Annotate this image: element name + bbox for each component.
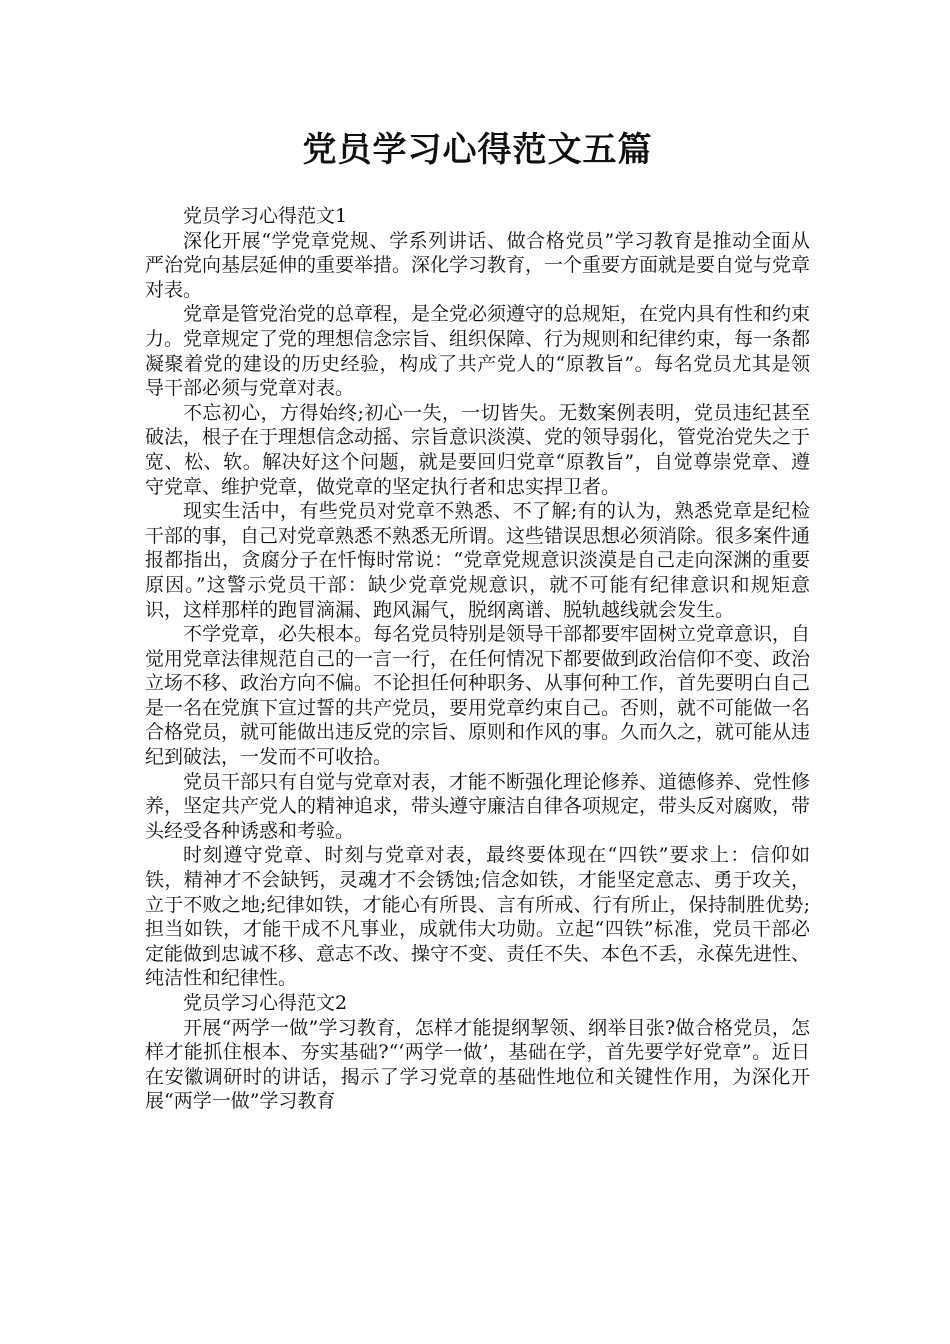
- document-body: [145, 204, 810, 1114]
- paragraph: 时刻遵守党章、时刻与党章对表，最终要体现在“四铁”要求上：信仰如铁，精神才不会缺钙，灵魂才不会锈蚀;信念如铁，才能坚定意志、勇于攻关，立于不败之地;纪律如铁，才能心有所畏、言有所戒、行有所止，保持制胜优势;担当如铁，才能干成不凡事业，成就伟大功勋。立起“四铁”标准，党员干部必定能做到忠诚不移、意志不改、操守不变、责任不失、本色不丢，永葆先进性、纯洁性和纪律性。: [145, 844, 811, 990]
- section-heading-1: 党员学习心得范文1: [183, 205, 348, 227]
- document-title: 党员学习心得范文五篇: [302, 130, 653, 170]
- paragraph: 深化开展“学党章党规、学系列讲话、做合格党员”学习教育是推动全面从严治党向基层延伸的重要举措。深化学习教育，一个重要方面就是要自觉与党章对表。: [145, 229, 811, 301]
- document-page: [145, 120, 810, 1114]
- paragraph: 不学党章，必失根本。每名党员特别是领导干部都要牢固树立党章意识，自觉用党章法律规范自己的一言一行，在任何情况下都要做到政治信仰不变、政治立场不移、政治方向不偏。不论担任何种职务、从事何种工作，首先要明白自己是一名在党旗下宣过誓的共产党员，要用党章约束自己。否则，就不可能做一名合格党员，就可能做出违反党的宗旨、原则和作风的事。久而久之，就可能从违纪到破法，一发而不可收拾。: [145, 623, 811, 769]
- paragraph: 不忘初心，方得始终;初心一失，一切皆失。无数案例表明，党员违纪甚至破法，根子在于理想信念动摇、宗旨意识淡漠、党的领导弱化，管党治党失之于宽、松、软。解决好这个问题，就是要回归党章“原教旨”，自觉尊崇党章、遵守党章、维护党章，做党章的坚定执行者和忠实捍卫者。: [145, 401, 811, 498]
- paragraph: 党员干部只有自觉与党章对表，才能不断强化理论修养、道德修养、党性修养，坚定共产党人的精神追求，带头遵守廉洁自律各项规定，带头反对腐败，带头经受各种诱惑和考验。: [145, 770, 811, 842]
- paragraph: 开展“两学一做”学习教育，怎样才能提纲挈领、纲举目张?做合格党员，怎样才能抓住根本、夯实基础?“‘两学一做’，基础在学，首先要学好党章”。近日在安徽调研时的讲话，揭示了学习党章的基础性地位和关键性作用，为深化开展“两学一做”学习教育: [145, 1016, 810, 1113]
- paragraph: 党章是管党治党的总章程，是全党必须遵守的总规矩，在党内具有性和约束力。党章规定了党的理想信念宗旨、组织保障、行为规则和纪律约束，每一条都凝聚着党的建设的历史经验，构成了共产党人的“原教旨”。每名党员尤其是领导干部必须与党章对表。: [145, 303, 811, 400]
- paragraph: 现实生活中，有些党员对党章不熟悉、不了解;有的认为，熟悉党章是纪检干部的事，自己对党章熟悉不熟悉无所谓。这些错误思想必须消除。很多案件通报都指出，贪腐分子在忏悔时常说：“党章党规意识淡漠是自己走向深渊的重要原因。”这警示党员干部：缺少党章党规意识，就不可能有纪律意识和规矩意识，这样那样的跑冒滴漏、跑风漏气，脱纲离谱、脱轨越线就会发生。: [145, 500, 811, 621]
- section-heading-2: 党员学习心得范文2: [183, 992, 348, 1014]
